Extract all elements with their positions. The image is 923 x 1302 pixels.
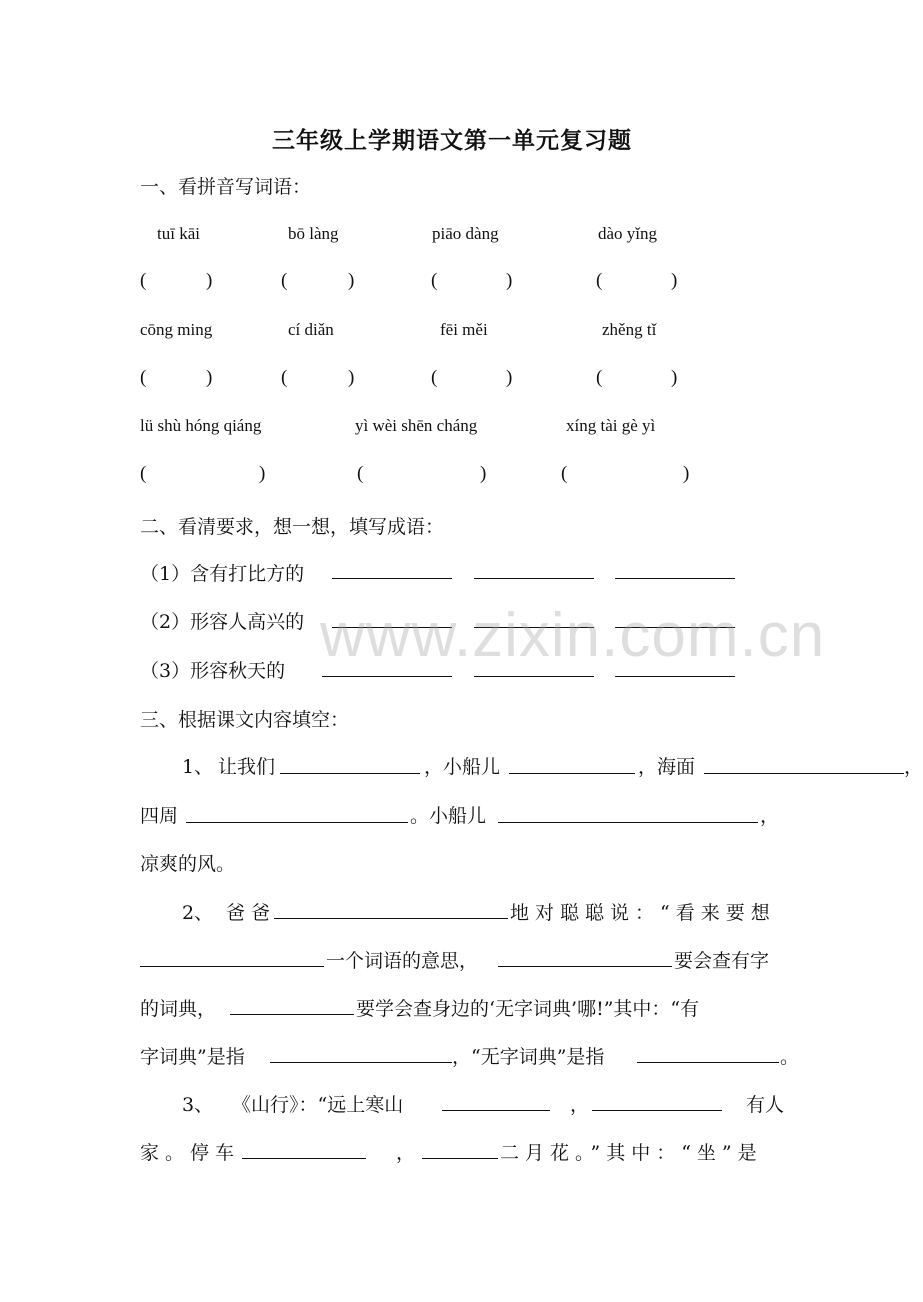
q2-text: 地对聪聪说：“看来要想 [510, 902, 776, 924]
q1-text: 。小船儿 [410, 805, 487, 827]
fill-blank[interactable] [140, 966, 324, 967]
pinyin-8: zhěng tǐ [602, 320, 657, 339]
q2-text: 爸爸 [226, 902, 277, 924]
idiom-blank[interactable] [322, 676, 452, 677]
answer-paren-open: ( [596, 367, 603, 388]
answer-paren-open: ( [140, 463, 147, 484]
q1-number: 1、 [182, 756, 214, 778]
answer-paren-close: ) [480, 463, 487, 484]
pinyin-6: cí diǎn [288, 320, 334, 339]
q1-text: ， [760, 805, 780, 827]
answer-paren-open: ( [596, 270, 603, 291]
fill-blank[interactable] [270, 1062, 452, 1063]
pinyin-10: yì wèi shēn cháng [355, 416, 478, 435]
answer-paren-close: ) [348, 270, 355, 291]
pinyin-7: fēi měi [440, 320, 488, 339]
pinyin-3: piāo dàng [432, 224, 499, 243]
watermark: www.zixin.com.cn [320, 601, 826, 670]
answer-paren-open: ( [357, 463, 364, 484]
fill-blank[interactable] [280, 773, 420, 774]
q3-number: 3、 [182, 1094, 214, 1116]
q3-text: ， [570, 1094, 590, 1116]
q2-text: 。 [780, 1046, 800, 1068]
fill-blank[interactable] [498, 822, 758, 823]
idiom-blank[interactable] [615, 578, 735, 579]
fill-blank[interactable] [242, 1158, 366, 1159]
q2-text: 要会查有字 [674, 950, 770, 972]
q3-text: 二月花。”其中：“坐”是 [500, 1142, 763, 1164]
section2-heading: 二、看清要求，想一想，填写成语： [140, 516, 445, 538]
idiom-blank[interactable] [332, 578, 452, 579]
idiom-blank[interactable] [615, 676, 735, 677]
pinyin-5: cōng ming [140, 320, 213, 339]
answer-paren-close: ) [206, 270, 213, 291]
q1-text: 四周 [140, 805, 179, 827]
fill-blank[interactable] [592, 1110, 722, 1111]
pinyin-2: bō làng [288, 224, 339, 243]
fill-blank[interactable] [498, 966, 672, 967]
idiom-prompt-3: （3）形容秋天的 [140, 660, 286, 682]
answer-paren-close: ) [506, 270, 513, 291]
answer-paren-open: ( [281, 270, 288, 291]
q2-text: 要学会查身边的‘无字词典’哪!”其中：“有 [356, 998, 700, 1020]
q2-text: 字词典”是指 [140, 1046, 245, 1068]
answer-paren-open: ( [140, 270, 147, 291]
fill-blank[interactable] [274, 918, 508, 919]
idiom-blank[interactable] [474, 676, 594, 677]
answer-paren-close: ) [506, 367, 513, 388]
fill-blank[interactable] [422, 1158, 498, 1159]
q2-text: 的词典， [140, 998, 217, 1020]
answer-paren-open: ( [281, 367, 288, 388]
idiom-prompt-1: （1）含有打比方的 [140, 563, 305, 585]
fill-blank[interactable] [704, 773, 904, 774]
q2-number: 2、 [182, 902, 214, 924]
answer-paren-close: ) [206, 367, 213, 388]
q1-text: ， [904, 756, 923, 778]
fill-blank[interactable] [186, 822, 408, 823]
q3-text: 有人 [746, 1094, 785, 1116]
q2-text: 一个词语的意思， [326, 950, 479, 972]
idiom-blank[interactable] [474, 578, 594, 579]
section3-heading: 三、根据课文内容填空： [140, 709, 350, 731]
q1-text: ，小船儿 [424, 756, 501, 778]
answer-paren-open: ( [140, 367, 147, 388]
q1-text: 凉爽的风。 [140, 853, 236, 875]
q1-text: 让我们 [218, 756, 276, 778]
answer-paren-close: ) [683, 463, 690, 484]
q3-text: 家。停车 [140, 1142, 241, 1164]
pinyin-9: lü shù hóng qiáng [140, 416, 262, 435]
answer-paren-open: ( [431, 367, 438, 388]
fill-blank[interactable] [442, 1110, 550, 1111]
fill-blank[interactable] [230, 1014, 354, 1015]
pinyin-1: tuī kāi [157, 224, 200, 243]
pinyin-11: xíng tài gè yì [566, 416, 656, 435]
answer-paren-close: ) [671, 367, 678, 388]
answer-paren-close: ) [259, 463, 266, 484]
q3-text: 《山行》：“远上寒山 [232, 1094, 404, 1116]
idiom-prompt-2: （2）形容人高兴的 [140, 611, 305, 633]
answer-paren-close: ) [348, 367, 355, 388]
section1-heading: 一、看拼音写词语： [140, 176, 312, 198]
page-title: 三年级上学期语文第一单元复习题 [272, 127, 632, 154]
pinyin-4: dào yǐng [598, 224, 658, 243]
q2-text: ，“无字词典”是指 [452, 1046, 605, 1068]
answer-paren-open: ( [561, 463, 568, 484]
q3-text: ， [396, 1142, 416, 1164]
answer-paren-close: ) [671, 270, 678, 291]
fill-blank[interactable] [509, 773, 635, 774]
q1-text: ，海面 [638, 756, 696, 778]
fill-blank[interactable] [637, 1062, 779, 1063]
answer-paren-open: ( [431, 270, 438, 291]
